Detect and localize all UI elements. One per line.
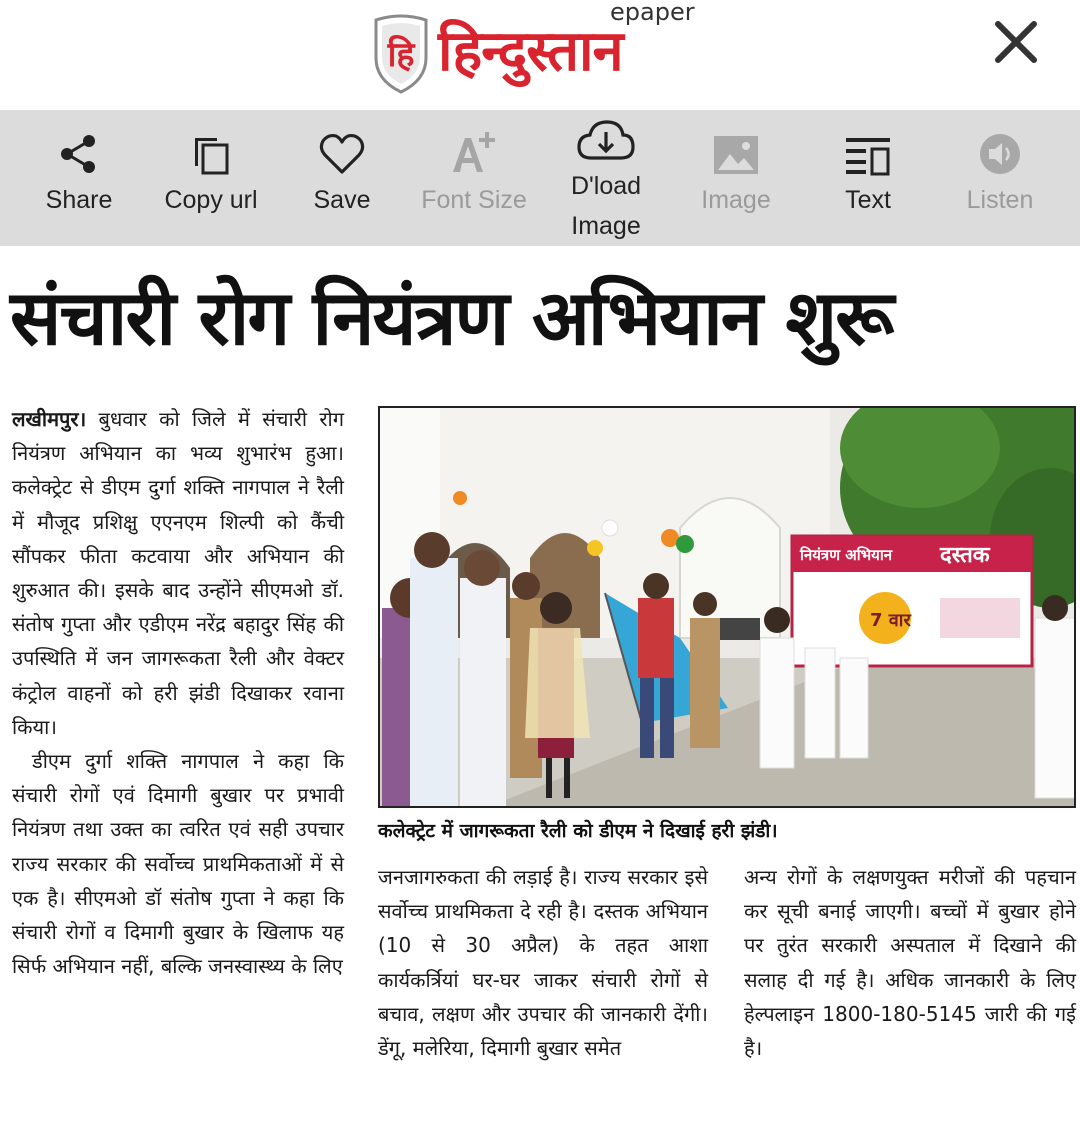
- banner-badge: 7 वार: [870, 610, 911, 631]
- hindustan-logo[interactable]: [372, 0, 712, 104]
- logo-epaper-tag: epaper: [610, 0, 695, 26]
- banner-text-2: दस्तक: [940, 543, 990, 568]
- logo-wordmark: हिन्दुस्तान: [438, 18, 623, 84]
- article-paragraph: अन्य रोगों के लक्षणयुक्त मरीजों की पहचान कर सूची बनाई जाएगी। बच्चों में बुखार होने पर तुरंत सरकारी अस्पताल में दिखाने की सलाह दी गई है। अधिक जानकारी के लिए हेल्पलाइन 1800-180-5145 जारी की गई है।: [744, 865, 1076, 1061]
- logo-shield-icon: [372, 14, 430, 94]
- image-button[interactable]: [686, 110, 786, 246]
- save-label: Save: [313, 186, 371, 214]
- article-toolbar: [0, 110, 1080, 246]
- app-header: [0, 0, 1080, 110]
- text-label: Text: [845, 186, 891, 214]
- article-photo: [378, 406, 1076, 808]
- dateline: लखीमपुर।: [12, 407, 87, 431]
- share-button[interactable]: [24, 110, 134, 246]
- speaker-icon: [978, 132, 1022, 176]
- download-cloud-icon: [575, 118, 637, 162]
- article-clipping: [0, 246, 1080, 1148]
- article-paragraph: [12, 402, 344, 744]
- download-label-line2: Image: [571, 212, 641, 240]
- rally-photo-illustration: [380, 408, 1076, 808]
- download-image-button[interactable]: [556, 110, 656, 246]
- article-column-3: [744, 860, 1076, 1065]
- listen-button[interactable]: [950, 110, 1050, 246]
- copy-url-button[interactable]: [150, 110, 272, 246]
- heart-icon: [319, 132, 365, 176]
- image-icon: [712, 132, 760, 176]
- article-column-1: [12, 402, 344, 983]
- logo-mark: हि: [387, 35, 415, 75]
- paragraph-text: बुधवार को जिले में संचारी रोग नियंत्रण अभियान का भव्य शुभारंभ हुआ। कलेक्ट्रेट से डीएम दुर्गा शक्ति नागपाल ने रैली में मौजूद प्रशिक्षु एएनएम शिल्पी को कैंची सौंपकर फीता कटवाया और अभियान की शुरुआत की। इसके बाद उन्होंने सीएमओ डॉ. संतोष गुप्ता और एडीएम नरेंद्र बहादुर सिंह की उपस्थिति में जन जागरूकता रैली और वेक्टर कंट्रोल वाहनों को हरी झंडी दिखाकर रवाना किया।: [12, 407, 344, 739]
- photo-caption: कलेक्ट्रेट में जागरूकता रैली को डीएम ने दिखाई हरी झंडी।: [378, 820, 778, 842]
- close-icon[interactable]: [986, 12, 1046, 72]
- article-headline: संचारी रोग नियंत्रण अभियान शुरू: [10, 273, 893, 362]
- article-paragraph: डीएम दुर्गा शक्ति नागपाल ने कहा कि संचारी रोगों एवं दिमागी बुखार पर प्रभावी नियंत्रण तथा उक्त का त्वरित एवं सही उपचार राज्य सरकार की सर्वोच्च प्राथमिकताओं में से एक है। सीएमओ डॉ संतोष गुप्ता ने कहा कि संचारी रोगों व दिमागी बुखार के खिलाफ यह सिर्फ अभियान नहीं, बल्कि जनस्वास्थ्य के लिए: [12, 749, 344, 979]
- listen-label: Listen: [966, 186, 1034, 214]
- copy-url-label: Copy url: [164, 186, 258, 214]
- article-column-2: [378, 860, 708, 1065]
- font-size-button[interactable]: [414, 110, 534, 246]
- text-button[interactable]: [818, 110, 918, 246]
- share-icon: [57, 132, 101, 176]
- font-size-label: Font Size: [421, 186, 527, 214]
- share-label: Share: [45, 186, 113, 214]
- font-size-icon: [449, 128, 499, 176]
- save-button[interactable]: [292, 110, 392, 246]
- banner-text-1: नियंत्रण अभियान: [800, 546, 893, 564]
- copy-icon: [189, 132, 233, 176]
- text-icon: [844, 136, 892, 176]
- article-paragraph: जनजागरुकता की लड़ाई है। राज्य सरकार इसे सर्वोच्च प्राथमिकता दे रही है। दस्तक अभियान (10 से 30 अप्रैल) के तहत आशा कार्यकर्त्रियां घर-घर जाकर संचारी रोगों से बचाव, लक्षण और उपचार की जानकारी देंगी। डेंगू, मलेरिया, दिमागी बुखार समेत: [378, 865, 708, 1061]
- download-label: D'load: [570, 172, 642, 200]
- image-label: Image: [701, 186, 771, 214]
